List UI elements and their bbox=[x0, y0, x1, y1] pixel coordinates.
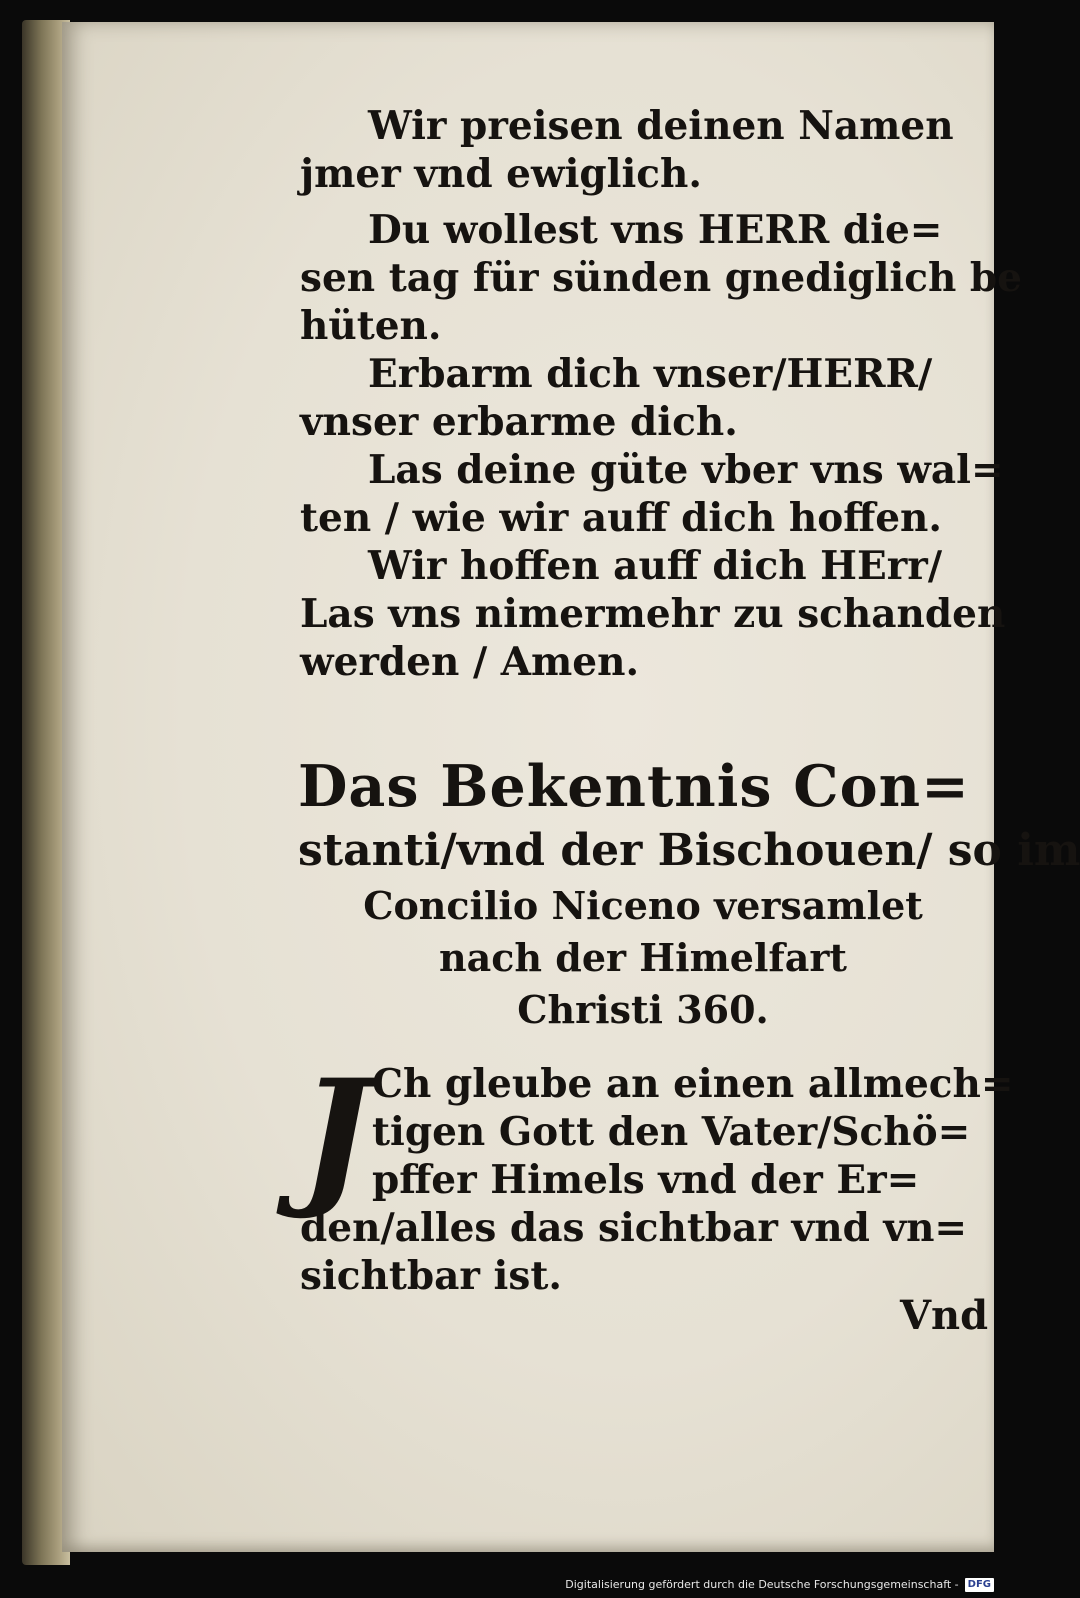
prayer-line: werden / Amen. bbox=[300, 639, 640, 685]
prayer-line: jmer vnd ewiglich. bbox=[300, 151, 702, 197]
prayer-line: hüten. bbox=[300, 303, 442, 349]
prayer-line: Wir preisen deinen Namen bbox=[368, 103, 954, 149]
heading-line: Concilio Niceno versamlet bbox=[363, 883, 923, 928]
creed-text bbox=[300, 1047, 1014, 1300]
prayer-line: vnser erbarme dich. bbox=[300, 399, 738, 445]
digitization-credit bbox=[565, 1574, 994, 1596]
heading-line: Das Bekentnis Con= bbox=[298, 753, 970, 820]
prayer-text bbox=[300, 102, 1022, 686]
drop-cap-initial: J bbox=[300, 1047, 371, 1223]
heading-line: nach der Himelfart bbox=[439, 935, 847, 980]
prayer-line: Las vns nimermehr zu schanden bbox=[300, 591, 1006, 637]
creed-line: sichtbar ist. bbox=[300, 1253, 562, 1299]
prayer-line: sen tag für sünden gnediglich be bbox=[300, 255, 1022, 301]
book-page bbox=[62, 22, 1080, 1552]
prayer-line: ten / wie wir auff dich hoffen. bbox=[300, 495, 942, 541]
prayer-line: Du wollest vns HERR die= bbox=[368, 207, 943, 253]
prayer-line: Las deine güte vber vns wal= bbox=[368, 447, 1004, 493]
creed-line: den/alles das sichtbar vnd vn= bbox=[300, 1205, 968, 1251]
heading-line: Christi 360. bbox=[517, 987, 769, 1032]
creed-line: Ch gleube an einen allmech= bbox=[372, 1061, 1014, 1107]
catchword: Vnd bbox=[900, 1292, 989, 1339]
credit-text: Digitalisierung gefördert durch die Deutsche Forschungsgemeinschaft - bbox=[565, 1578, 959, 1591]
section-heading bbox=[298, 752, 1080, 1036]
prayer-line: Wir hoffen auff dich HErr/ bbox=[368, 543, 943, 589]
heading-line: stanti/vnd der Bischouen/ so im bbox=[298, 825, 1080, 876]
prayer-line: Erbarm dich vnser/HERR/ bbox=[368, 351, 933, 397]
creed-line: pffer Himels vnd der Er= bbox=[372, 1157, 920, 1203]
dfg-logo: DFG bbox=[965, 1578, 994, 1592]
creed-line: tigen Gott den Vater/Schö= bbox=[372, 1109, 971, 1155]
